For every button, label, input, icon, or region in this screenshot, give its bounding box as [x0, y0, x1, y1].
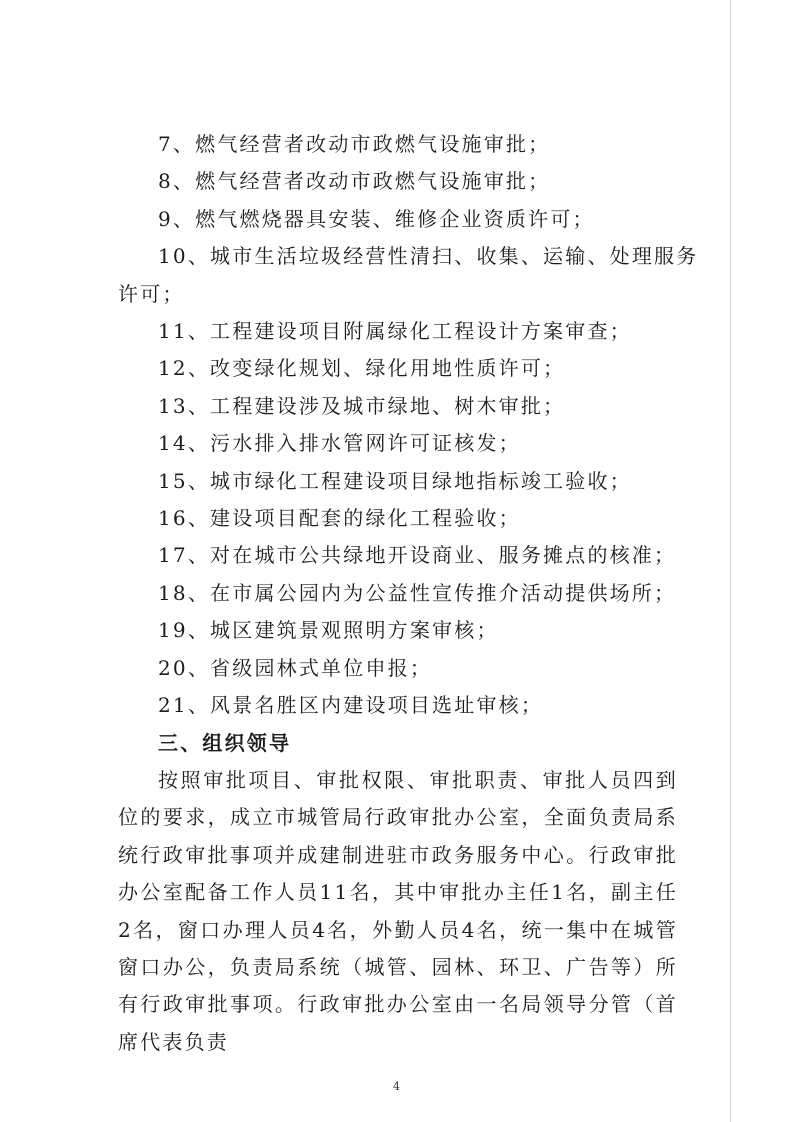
- list-item: 8、燃气经营者改动市政燃气设施审批；: [158, 169, 551, 194]
- list-item: 15、城市绿化工程建设项目绿地指标竣工验收；: [158, 468, 632, 493]
- list-item: 18、在市属公园内为公益性宣传推介活动提供场所；: [158, 580, 677, 605]
- list-item-continuation: 许可；: [118, 281, 185, 306]
- page-edge: [730, 0, 731, 1122]
- list-item: 12、改变绿化规划、绿化用地性质许可；: [158, 356, 566, 381]
- page-number: 4: [393, 1080, 400, 1093]
- list-item: 7、燃气经营者改动市政燃气设施审批；: [158, 132, 551, 156]
- body-paragraph-wrapper: [118, 762, 678, 1061]
- section-heading: 三、组织领导: [158, 730, 292, 755]
- list-item: 16、建设项目配套的绿化工程验收；: [158, 506, 521, 531]
- list-item: 21、风景名胜区内建设项目选址审核；: [158, 693, 544, 718]
- list-item: 11、工程建设项目附属绿化工程设计方案审查；: [158, 319, 632, 344]
- list-item: 10、城市生活垃圾经营性清扫、收集、运输、处理服务: [158, 244, 699, 269]
- body-paragraph: 按照审批项目、审批权限、审批职责、审批人员四到位的要求，成立市城管局行政审批办公室，全面负责局系统行政审批事项并成建制进驻市政务服务中心。行政审批办公室配备工作人员11名，其中审批办主任1名，副主任2名，窗口办理人员4名，外勤人员4名，统一集中在城管窗口办公，负责局系统（城管、园林、环卫、广告等）所有行政审批事项。行政审批办公室由一名局领导分管（首席代表负责: [118, 767, 678, 1054]
- document-body: [118, 126, 699, 1061]
- list-item: 20、省级园林式单位申报；: [158, 655, 433, 680]
- list-item: 13、工程建设涉及城市绿地、树木审批；: [158, 393, 566, 418]
- list-item: 19、城区建筑景观照明方案审核；: [158, 618, 499, 643]
- list-item: 14、污水排入排水管网许可证核发；: [158, 431, 521, 456]
- list-item: 9、燃气燃烧器具安装、维修企业资质许可；: [158, 206, 595, 231]
- list-item: 17、对在城市公共绿地开设商业、服务摊点的核准；: [158, 543, 677, 568]
